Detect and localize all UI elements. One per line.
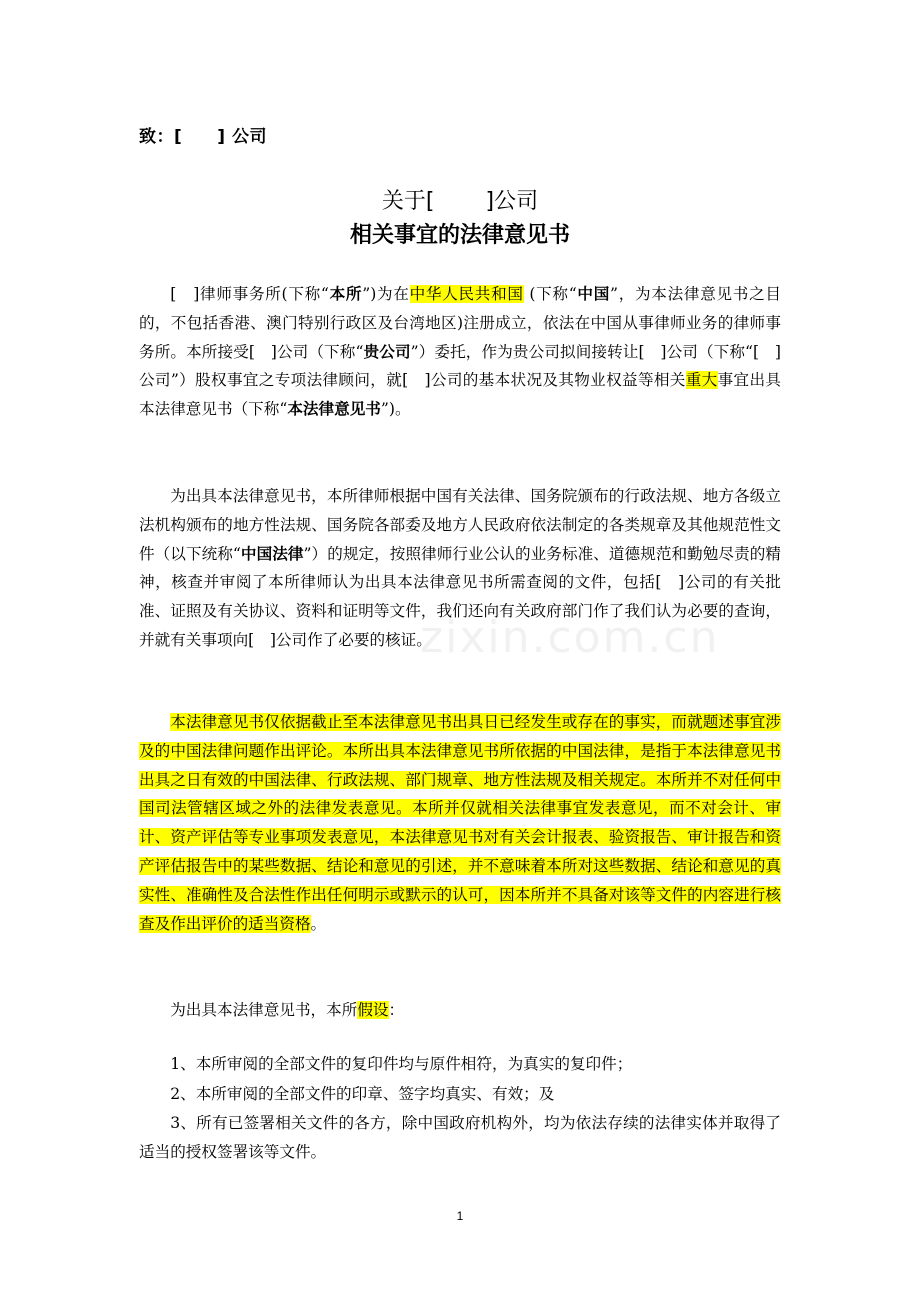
assumption-item: 3、所有已签署相关文件的各方，除中国政府机构外，均为依法存续的法律实体并取得了适当的授权签署该等文件。 xyxy=(139,1114,781,1161)
watermark: zixin.com.cn xyxy=(420,612,720,663)
highlight-scope: 本法律意见书仅依据截止至本法律意见书出具日已经发生或存在的事实，而就题述事宜涉及的中国法律问题作出评论。本所出具本法律意见书所依据的中国法律，是指于本法律意见书出具之日有效的中国法律、行政法规、部门规章、地方性法规及相关规定。本所并不对任何中国司法管辖区域之外的法律发表意见。本所并仅就相关法律事宜发表意见，而不对会计、审计、资产评估等专业事项发表意见，本法律意见书对有关会计报表、验资报告、审计报告和资产评估报告中的某些数据、结论和意见的引述，并不意味着本所对这些数据、结论和意见的真实性、准确性及合法性作出任何明示或默示的认可，因本所并不具备对该等文件的内容进行核查及作出评价的适当资格 xyxy=(139,713,781,933)
assumption-item: 1、本所审阅的全部文件的复印件均与原件相符，为真实的复印件； xyxy=(170,1055,633,1073)
paragraph-assumption-intro: 为出具本法律意见书，本所假设： xyxy=(170,1001,405,1019)
assumption-item: 2、本所审阅的全部文件的印章、签字均真实、有效；及 xyxy=(170,1085,555,1103)
highlight-prc: 中华人民共和国 xyxy=(409,285,524,303)
highlight-assumption: 假设 xyxy=(357,1001,389,1019)
page-number: 1 xyxy=(456,1209,464,1223)
paragraph-scope: 本法律意见书仅依据截止至本法律意见书出具日已经发生或存在的事实，而就题述事宜涉及的中国法律问题作出评论。本所出具本法律意见书所依据的中国法律，是指于本法律意见书出具之日有效的中国法律、行政法规、部门规章、地方性法规及相关规定。本所并不对任何中国司法管辖区域之外的法律发表意见。本所并仅就相关法律事宜发表意见，而不对会计、审计、资产评估等专业事项发表意见，本法律意见书对有关会计报表、验资报告、审计报告和资产评估报告中的某些数据、结论和意见的引述，并不意味着本所对这些数据、结论和意见的真实性、准确性及合法性作出任何明示或默示的认可，因本所并不具备对该等文件的内容进行核查及作出评价的适当资格。 xyxy=(139,713,781,933)
highlight-major: 重大 xyxy=(685,371,718,390)
addressee-line: 致：[ ] 公司 xyxy=(139,127,267,147)
paragraph-intro: [ ]律师事务所(下称“本所”)为在中华人民共和国 (下称“中国”，为本法律意见书之目的，不包括香港、澳门特别行政区及台湾地区)注册成立，依法在中国从事律师业务的律师事务所。本所接受[ ]公司（下称“贵公司”）委托，作为贵公司拟间接转让[ ]公司（下称“[ ]公司”）股权事宜之专项法律顾问，就[ ]公司的基本状况及其物业权益等相关重大事宜出具本法律意见书（下称“本法律意见书”)。 xyxy=(139,285,781,419)
document-title-line2: 相关事宜的法律意见书 xyxy=(349,223,570,248)
paragraph-basis: 为出具本法律意见书，本所律师根据中国有关法律、国务院颁布的行政法规、地方各级立法机构颁布的地方性法规、国务院各部委及地方人民政府依法制定的各类规章及其他规范性文件（以下统称“中国法律”）的规定，按照律师行业公认的业务标准、道德规范和勤勉尽责的精神，核查并审阅了本所律师认为出具本法律意见书所需查阅的文件，包括[ ]公司的有关批准、证照及有关协议、资料和证明等文件，我们还向有关政府部门作了我们认为必要的查询，并就有关事项向[ ]公司作了必要的核证。 xyxy=(139,487,781,649)
document-title-line1: 关于[ ]公司 xyxy=(381,189,539,214)
